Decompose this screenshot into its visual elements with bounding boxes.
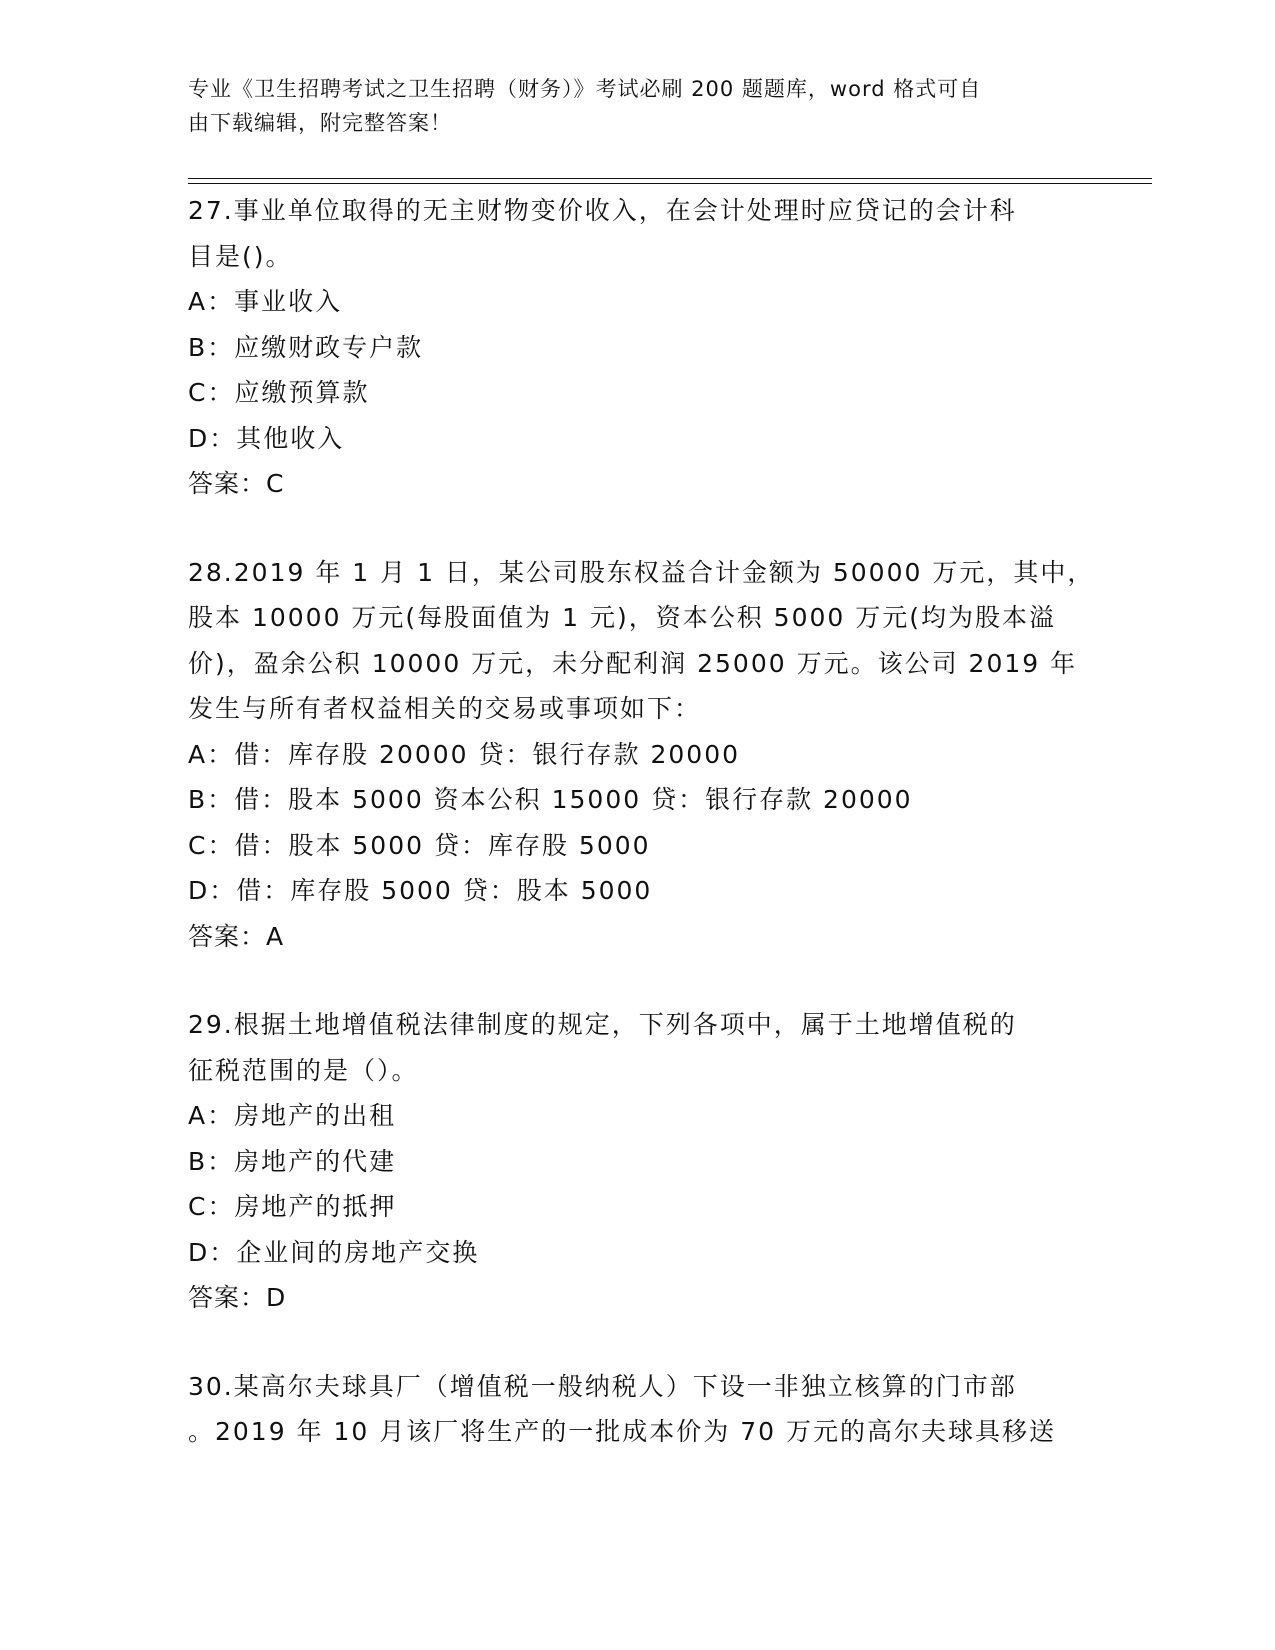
option-a: A：事业收入: [188, 287, 343, 316]
question-stem: [188, 550, 1095, 732]
option-b: B：房地产的代建: [188, 1146, 397, 1176]
stem-line: 价)，盈余公积 10000 万元，未分配利润 25000 万元。该公司 2019 年: [188, 648, 1078, 678]
option-d: D：其他收入: [188, 423, 345, 453]
answer-line: 答案：D: [188, 1283, 287, 1312]
option-c: C：房地产的抵押: [188, 1192, 397, 1221]
question-27: [188, 188, 1088, 507]
answer-line: 答案：A: [188, 921, 285, 951]
question-28: [188, 550, 1095, 960]
option-d: D：借：库存股 5000 贷：股本 5000: [188, 876, 653, 905]
option-d: D：企业间的房地产交换: [188, 1237, 480, 1267]
option-a: A：借：库存股 20000 贷：银行存款 20000: [188, 739, 741, 769]
question-30: [188, 1364, 1088, 1455]
document-header: [188, 72, 1068, 140]
question-29: [188, 1002, 1088, 1321]
option-b: B：借：股本 5000 资本公积 15000 贷：银行存款 20000: [188, 785, 913, 814]
option-c: C：借：股本 5000 贷：库存股 5000: [188, 830, 651, 860]
option-a: A：房地产的出租: [188, 1101, 397, 1130]
stem-line: 30.某高尔夫球具厂（增值税一般纳税人）下设一非独立核算的门市部: [188, 1371, 1017, 1401]
answer-line: 答案：C: [188, 469, 285, 498]
stem-line: 征税范围的是（）。: [188, 1055, 419, 1085]
option-b: B：应缴财政专户款: [188, 332, 424, 362]
question-list: [188, 188, 1095, 1498]
stem-line: 。2019 年 10 月该厂将生产的一批成本价为 70 万元的高尔夫球具移送: [188, 1417, 1056, 1446]
header-divider-bottom: [188, 183, 1152, 184]
question-stem: [188, 1364, 1088, 1455]
header-line: 由下载编辑，附完整答案！: [188, 111, 452, 135]
stem-line: 27.事业单位取得的无主财物变价收入，在会计处理时应贷记的会计科: [188, 196, 1017, 225]
option-c: C：应缴预算款: [188, 378, 370, 407]
question-stem: [188, 1002, 1088, 1093]
stem-line: 股本 10000 万元(每股面值为 1 元)，资本公积 5000 万元(均为股本溢: [188, 603, 1057, 632]
stem-line: 29.根据土地增值税法律制度的规定，下列各项中，属于土地增值税的: [188, 1010, 1017, 1039]
stem-line: 目是()。: [188, 241, 293, 271]
stem-line: 28.2019 年 1 月 1 日，某公司股东权益合计金额为 50000 万元，其中，: [188, 557, 1095, 587]
header-line: 专业《卫生招聘考试之卫生招聘（财务）》考试必刷 200 题题库，word 格式可自: [188, 77, 982, 101]
stem-line: 发生与所有者权益相关的交易或事项如下：: [188, 694, 702, 723]
question-stem: [188, 188, 1088, 279]
header-divider-top: [188, 178, 1152, 179]
